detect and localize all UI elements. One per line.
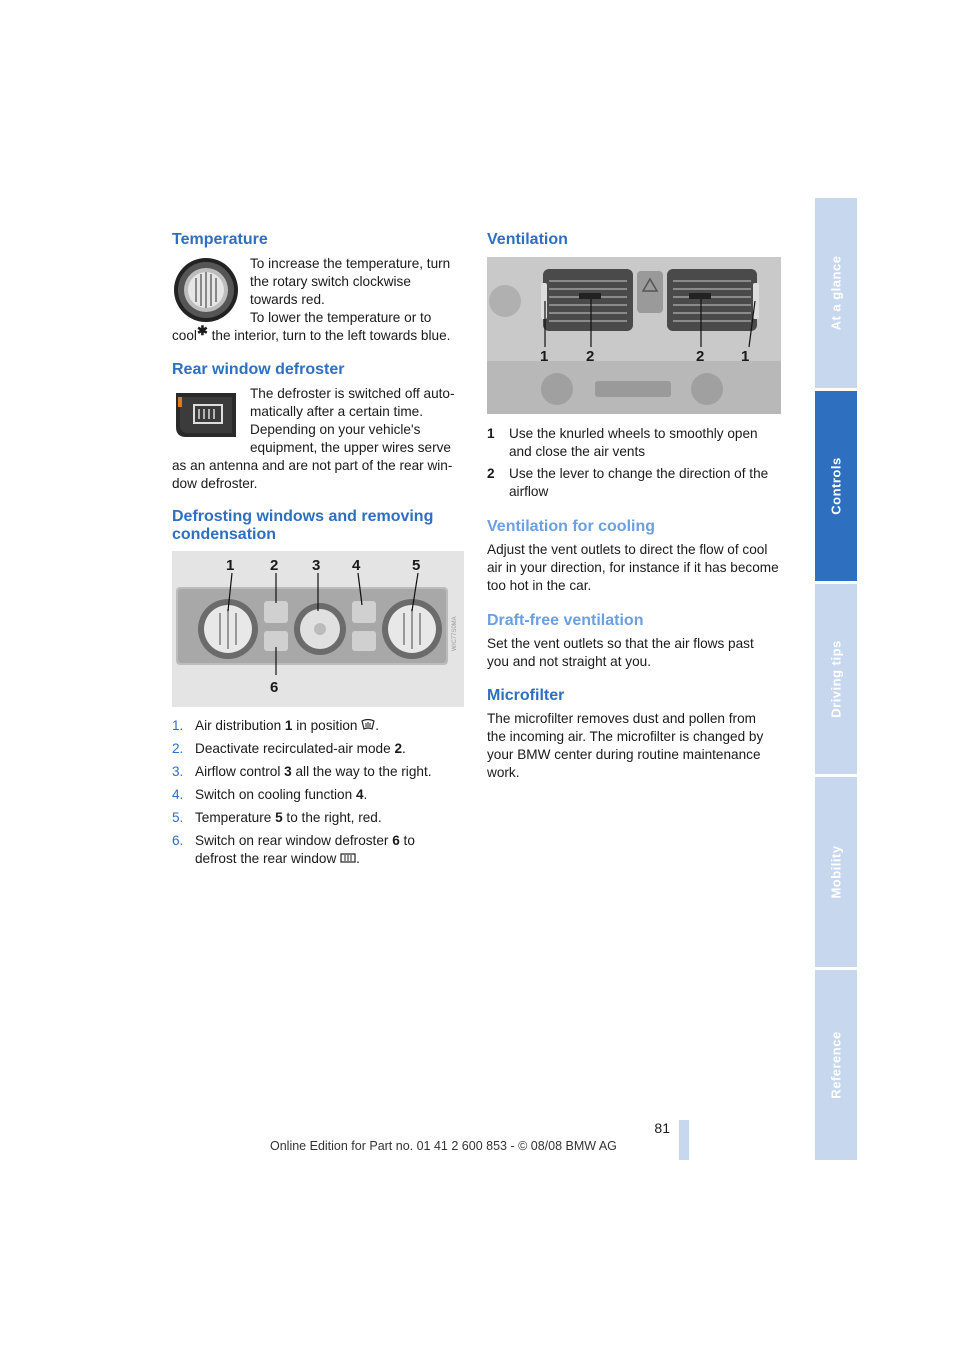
- temperature-text-2: the rotary switch clockwise: [250, 274, 411, 289]
- legend-item-2: 2 Use the lever to change the direction of the airflow: [487, 466, 769, 499]
- step-3: 3. Airflow control 3 all the way to the right.: [172, 764, 432, 779]
- microfilter-text-3: your BMW center during routine maintenance: [487, 747, 761, 762]
- callout-5: 5: [412, 557, 421, 574]
- vent-callout-2-right: 2: [696, 348, 705, 365]
- draft-free-heading: Draft-free ventilation: [487, 612, 644, 629]
- rear-defroster-icon: [172, 389, 240, 441]
- air-distribution-windshield-icon: [361, 718, 375, 730]
- rear-defroster-button-image: [172, 389, 240, 441]
- callout-1: 1: [226, 557, 235, 574]
- temperature-text-1: To increase the temperature, turn: [250, 256, 451, 271]
- rear-defroster-text-4: equipment, the upper wires serve: [250, 440, 451, 455]
- temperature-text-5: cool✱ the interior, turn to the left towards blue.: [172, 323, 451, 343]
- rear-defroster-text-6: dow defroster.: [172, 476, 258, 491]
- page-number: 81: [654, 1120, 670, 1136]
- tab-mobility[interactable]: Mobility: [815, 777, 857, 967]
- climate-panel-illustration: [172, 551, 464, 707]
- microfilter-text-2: the incoming air. The microfilter is changed by: [487, 729, 764, 744]
- temperature-text-4: To lower the temperature or to: [250, 310, 432, 325]
- temperature-text-3: towards red.: [250, 292, 325, 307]
- legend-item-1: 1 Use the knurled wheels to smoothly open and close the air vents: [487, 426, 758, 459]
- callout-3: 3: [312, 557, 321, 574]
- defrosting-heading-1: Defrosting windows and removing: [172, 508, 434, 525]
- callout-4: 4: [352, 557, 361, 574]
- air-vents-illustration: [487, 257, 781, 414]
- edition-footer: Online Edition for Part no. 01 41 2 600 853 - © 08/08 BMW AG: [270, 1139, 617, 1153]
- temperature-knob-image: [172, 256, 240, 324]
- defrosting-heading-2: condensation: [172, 526, 277, 543]
- image-code: W/C77S0MA: [452, 616, 458, 651]
- rear-defroster-text-2: matically after a certain time.: [250, 404, 424, 419]
- ventilation-cooling-text-3: too hot in the car.: [487, 578, 592, 593]
- microfilter-text-1: The microfilter removes dust and pollen from: [487, 711, 756, 726]
- callout-2: 2: [270, 557, 279, 574]
- callout-6: 6: [270, 679, 279, 696]
- tab-at-a-glance[interactable]: At a glance: [815, 198, 857, 388]
- step-1: 1. Air distribution 1 in position .: [172, 718, 380, 733]
- step-2: 2. Deactivate recirculated-air mode 2.: [172, 741, 406, 756]
- vent-callout-1-right: 1: [741, 348, 750, 365]
- ventilation-cooling-heading: Ventilation for cooling: [487, 518, 655, 535]
- temperature-heading: Temperature: [172, 231, 268, 248]
- draft-free-text-2: you and not straight at you.: [487, 654, 651, 669]
- footer-marker: [679, 1120, 689, 1160]
- vent-callout-1-left: 1: [540, 348, 549, 365]
- ventilation-legend: [487, 425, 787, 505]
- vent-callout-2-left: 2: [586, 348, 595, 365]
- tab-reference[interactable]: Reference: [815, 970, 857, 1160]
- rear-defroster-heading: Rear window defroster: [172, 361, 345, 378]
- step-4: 4. Switch on cooling function 4.: [172, 787, 368, 802]
- climate-control-panel-image: [172, 551, 464, 707]
- ventilation-heading: Ventilation: [487, 231, 568, 248]
- draft-free-text-1: Set the vent outlets so that the air flows past: [487, 636, 754, 651]
- defrosting-steps: [172, 717, 467, 873]
- step-5: 5. Temperature 5 to the right, red.: [172, 810, 382, 825]
- rear-defroster-text-3: Depending on your vehicle's: [250, 422, 421, 437]
- ventilation-cooling-text-1: Adjust the vent outlets to direct the flow of cool: [487, 542, 768, 557]
- rotary-knob-icon: [172, 256, 240, 324]
- rear-window-defrost-icon: [340, 851, 356, 863]
- tab-driving-tips[interactable]: Driving tips: [815, 584, 857, 774]
- asterisk-icon: ✱: [196, 323, 208, 338]
- rear-defroster-text-1: The defroster is switched off auto-: [250, 386, 455, 401]
- ventilation-cooling-text-2: air in your direction, for instance if it has become: [487, 560, 779, 575]
- air-vents-image: [487, 257, 781, 414]
- step-6: 6. Switch on rear window defroster 6 to defrost the rear window .: [172, 833, 415, 866]
- chapter-tabs: [815, 198, 857, 1160]
- microfilter-text-4: work.: [487, 765, 520, 780]
- microfilter-heading: Microfilter: [487, 687, 565, 704]
- tab-controls[interactable]: Controls: [815, 391, 857, 581]
- rear-defroster-text-5: as an antenna and are not part of the rear win-: [172, 458, 453, 473]
